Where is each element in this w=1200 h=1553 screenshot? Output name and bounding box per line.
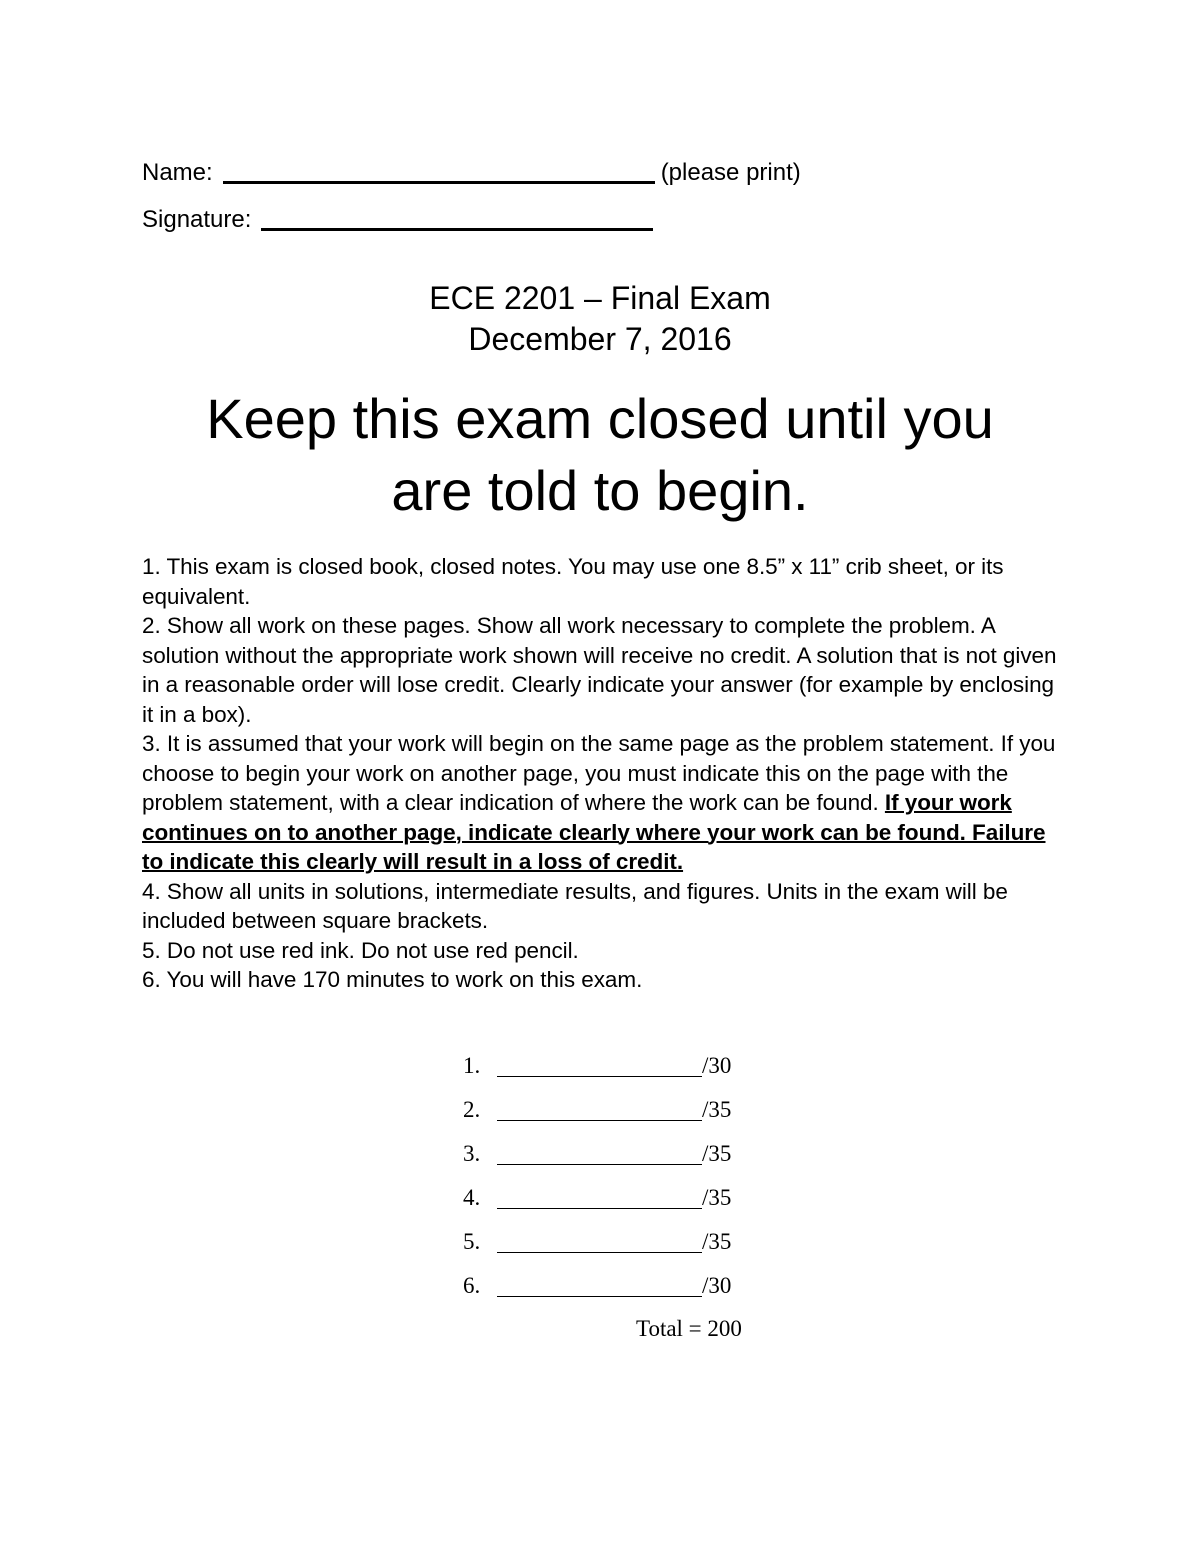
signature-blank-line[interactable] [261, 206, 653, 231]
exam-title: ECE 2201 – Final Exam [429, 280, 771, 316]
problem-max-points: /30 [702, 1053, 732, 1078]
problem-number: 1. [463, 1053, 481, 1078]
problem-number: 2. [463, 1097, 481, 1122]
signature-label: Signature: [142, 206, 252, 233]
signature-field-row [142, 205, 653, 235]
score-table [463, 1050, 731, 1314]
instruction-item-5: 5. Do not use red ink. Do not use red pencil. [142, 937, 579, 963]
score-row [463, 1226, 731, 1270]
score-row [463, 1050, 731, 1094]
score-blank[interactable] [497, 1054, 702, 1077]
problem-max-points: /35 [702, 1229, 732, 1254]
problem-number: 6. [463, 1273, 481, 1298]
exam-date: December 7, 2016 [468, 321, 732, 357]
score-blank[interactable] [497, 1098, 702, 1121]
problem-max-points: /35 [702, 1141, 732, 1166]
name-blank-line[interactable] [223, 159, 655, 184]
problem-number: 3. [463, 1141, 481, 1166]
instructions-list [142, 552, 1062, 995]
instruction-item-1: 1. This exam is closed book, closed notes. You may use one 8.5” x 11” crib sheet, or its equivalent. [142, 554, 1004, 609]
problem-max-points: /35 [702, 1185, 732, 1210]
name-field-row [142, 158, 801, 188]
name-label: Name: [142, 159, 213, 186]
name-hint: (please print) [660, 159, 801, 186]
problem-max-points: /30 [702, 1273, 732, 1298]
score-blank[interactable] [497, 1186, 702, 1209]
score-blank[interactable] [497, 1274, 702, 1297]
instruction-item-6: 6. You will have 170 minutes to work on this exam. [142, 967, 643, 992]
instruction-item-3-emphasis: If your work continues on to another page, indicate clearly where your work can be found. Failure to indicate this clearly will result in a loss of credit. [142, 790, 1046, 874]
instruction-item-3-text: 3. It is assumed that your work will begin on the same page as the problem statement. If you choose to begin your work on another page, you must indicate this on the page with the problem statement, with a clear indication of where the work can be found. [142, 731, 1056, 815]
exam-title-block [0, 278, 1200, 360]
problem-number: 5. [463, 1229, 481, 1254]
instruction-item-4: 4. Show all units in solutions, intermediate results, and figures. Units in the exam will be included between square brackets. [142, 878, 1008, 933]
score-blank[interactable] [497, 1230, 702, 1253]
score-row [463, 1094, 731, 1138]
problem-max-points: /35 [702, 1097, 732, 1122]
problem-number: 4. [463, 1185, 481, 1210]
score-blank[interactable] [497, 1142, 702, 1165]
score-row [463, 1182, 731, 1226]
closed-exam-warning [0, 383, 1200, 527]
score-total: Total = 200 [636, 1316, 742, 1341]
warning-line-2: are told to begin. [391, 459, 809, 522]
score-row [463, 1138, 731, 1182]
instruction-item-2: 2. Show all work on these pages. Show all work necessary to complete the problem. A solution without the appropriate work shown will receive no credit. A solution that is not given in a reasonable order will lose credit. Clearly indicate your answer (for example by enclosing it in a box). [142, 613, 1057, 727]
warning-line-1: Keep this exam closed until you [206, 387, 994, 450]
score-row [463, 1270, 731, 1314]
instruction-item-3 [142, 729, 1062, 877]
